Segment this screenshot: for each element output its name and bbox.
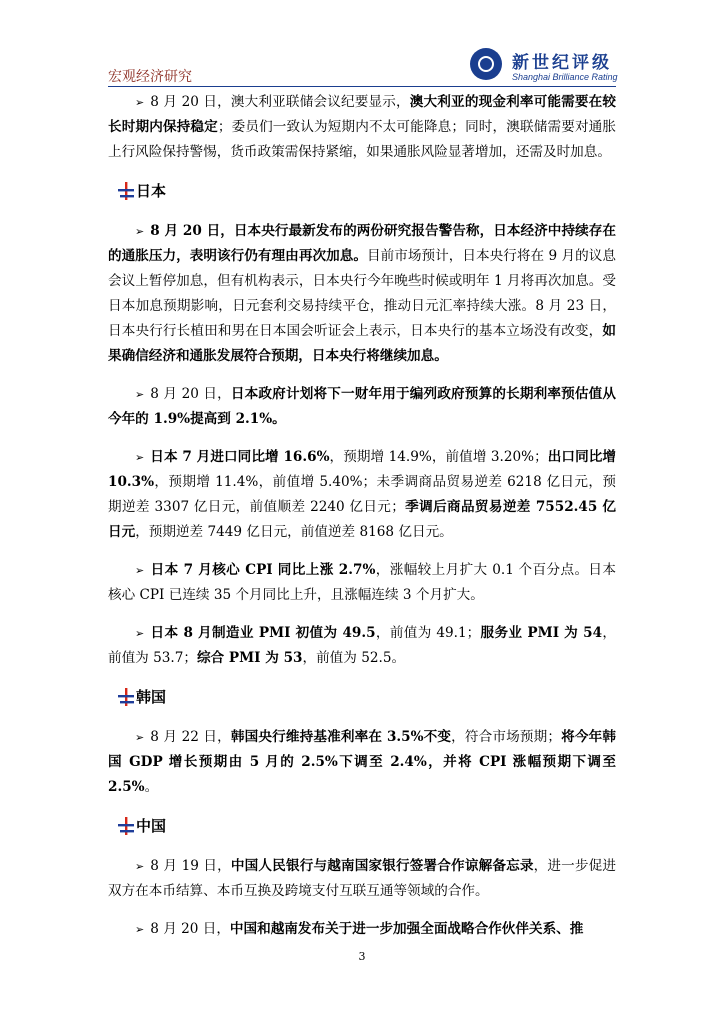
bold-text: 将今年韩国 GDP 增长预期由 5 月的 2.5%下调至 2.4%，并将 CPI 涨幅预期下调至 2.5% xyxy=(108,729,616,795)
bold-text: 中国和越南发布关于进一步加强全面战略合作伙伴关系、推 xyxy=(229,921,584,937)
paragraph-australia-minutes xyxy=(108,90,616,165)
bold-text: 服务业 PMI 为 54 xyxy=(480,625,603,641)
section-title: 中国 xyxy=(136,817,167,835)
text: 8 月 20 日，澳大利亚联储会议纪要显示， xyxy=(150,94,410,110)
bold-text: 澳大利亚的现金利率可能需要在较长时期内保持稳定 xyxy=(108,94,616,135)
arrow-right-icon: ➢ xyxy=(135,96,145,109)
arrow-right-icon: ➢ xyxy=(135,451,145,464)
paragraph-boj-report xyxy=(108,219,616,369)
arrow-right-icon: ➢ xyxy=(135,923,145,936)
bold-text: 中国人民银行与越南国家银行签署合作谅解备忘录 xyxy=(230,858,534,874)
text: 8 月 20 日， xyxy=(150,921,230,937)
text: 8 月 22 日， xyxy=(150,729,231,745)
bold-text: 日本政府计划将下一财年用于编列政府预算的长期利率预估值从今年的 1.9%提高到 2.1%。 xyxy=(108,386,616,427)
arrow-right-icon: ➢ xyxy=(135,627,145,640)
flag-bullet-icon xyxy=(116,181,136,201)
section-heading-korea xyxy=(108,685,616,709)
text: ，预期增 11.4%，前值增 5.40%；未季调商品贸易逆差 6218 亿日元，预期逆差 3307 亿日元，前值顺差 2240 亿日元； xyxy=(108,474,616,515)
flag-bullet-icon xyxy=(116,816,136,836)
text: ，预期逆差 7449 亿日元，前值逆差 8168 亿日元。 xyxy=(135,524,453,540)
section-heading-japan xyxy=(108,179,616,203)
text: ，前值为 53.7； xyxy=(108,625,617,666)
document-body xyxy=(108,90,616,955)
flag-bullet-icon xyxy=(116,687,136,707)
paragraph-japan-trade xyxy=(108,445,616,545)
section-heading-china xyxy=(108,814,616,838)
text: ，涨幅较上月扩大 0.1 个百分点。日本核心 CPI 已连续 35 个月同比上升，且涨幅连续 3 个月扩大。 xyxy=(108,562,616,603)
text: 8 月 19 日， xyxy=(150,858,231,874)
text: ，前值为 49.1； xyxy=(375,625,481,641)
page-number: 3 xyxy=(358,950,366,963)
bold-text: 8 月 20 日，日本央行最新发布的两份研究报告警告称，日本经济中持续存在的通胀压力，表明该行仍有理由再次加息。 xyxy=(108,223,616,264)
paragraph-japan-cpi xyxy=(108,558,616,608)
paragraph-korea-rate xyxy=(108,725,616,800)
bold-text: 综合 PMI 为 53 xyxy=(196,650,303,666)
arrow-right-icon: ➢ xyxy=(135,860,145,873)
text: 目前市场预计，日本央行将在 9 月的议息会议上暂停加息，但有机构表示，日本央行今年晚些时候或明年 1 月将再次加息。受日本加息预期影响，日元套利交易持续平仓，推动日元汇率持续大涨。8 月 23 日，日本央行行长植田和男在日本国会听证会上表示，日本央行的基本立场没有改变， xyxy=(108,248,616,339)
section-title: 韩国 xyxy=(136,688,167,706)
logo-emblem-icon xyxy=(470,48,502,80)
bold-text: 韩国央行维持基准利率在 3.5%不变 xyxy=(230,729,452,745)
arrow-right-icon: ➢ xyxy=(135,388,145,401)
logo xyxy=(470,46,620,86)
paragraph-japan-pmi xyxy=(108,621,616,671)
arrow-right-icon: ➢ xyxy=(135,225,145,238)
text: ；委员们一致认为短期内不太可能降息；同时，澳联储需要对通胀上行风险保持警惕，货币政策需保持紧缩，如果通胀风险显著增加，还需及时加息。 xyxy=(108,119,617,160)
paragraph-japan-rate-estimate xyxy=(108,382,616,432)
text: ，进一步促进双方在本币结算、本币互换及跨境支付互联互通等领域的合作。 xyxy=(108,858,616,899)
header-section-title: 宏观经济研究 xyxy=(108,69,192,85)
section-title: 日本 xyxy=(136,182,167,200)
text: ，符合市场预期； xyxy=(451,729,561,745)
arrow-right-icon: ➢ xyxy=(135,564,145,577)
bold-text: 日本 7 月核心 CPI 同比上涨 2.7% xyxy=(150,562,376,578)
text: 。 xyxy=(144,779,159,795)
logo-text-en: Shanghai Brilliance Rating xyxy=(512,72,618,82)
bold-text: 如果确信经济和通胀发展符合预期，日本央行将继续加息。 xyxy=(108,323,616,364)
text: ，前值为 52.5。 xyxy=(302,650,406,666)
bold-text: 出口同比增 10.3% xyxy=(108,449,616,490)
logo-text-cn: 新世纪评级 xyxy=(512,53,612,73)
text: ，预期增 14.9%，前值增 3.20%； xyxy=(329,449,548,465)
paragraph-china-vietnam-mou xyxy=(108,854,616,904)
bold-text: 日本 8 月制造业 PMI 初值为 49.5 xyxy=(150,625,376,641)
arrow-right-icon: ➢ xyxy=(135,731,145,744)
header-divider xyxy=(108,86,616,87)
text: 8 月 20 日， xyxy=(150,386,231,402)
paragraph-china-vietnam-statement xyxy=(108,917,616,942)
bold-text: 日本 7 月进口同比增 16.6% xyxy=(150,449,330,465)
bold-text: 季调后商品贸易逆差 7552.45 亿日元 xyxy=(108,499,616,540)
